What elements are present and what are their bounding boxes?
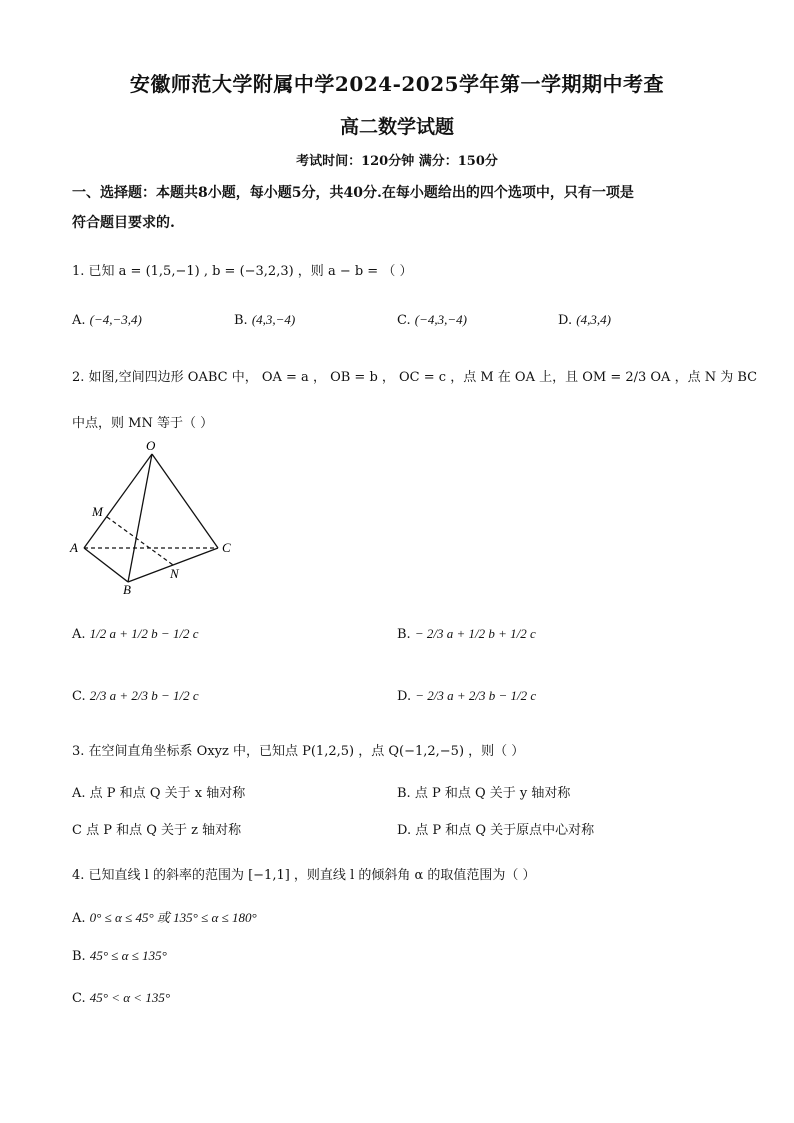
q3-option-a[interactable] [72,782,245,801]
paper-subtitle: 高二数学试题 [339,116,454,138]
option-text: (4,3,−4) [251,312,296,327]
option-label: B. [397,627,411,642]
edge-oa [84,454,152,548]
q1-option-d[interactable] [558,312,611,328]
option-text: 点 P 和点 Q 关于 z 轴对称 [86,823,242,838]
label-m: M [92,504,103,519]
q2-option-b[interactable] [397,626,536,642]
q3-option-b[interactable] [397,782,570,801]
option-text: (4,3,4) [576,312,611,327]
q3-option-c[interactable] [72,819,241,838]
option-text: 点 P 和点 Q 关于 y 轴对称 [414,786,571,801]
question-3-stem: 3. 在空间直角坐标系 Oxyz 中，已知点 P(1,2,5) ，点 Q(−1,2,−5) ，则（ ） [72,744,525,759]
option-text: (−4,3,−4) [414,312,467,327]
option-text: 点 P 和点 Q 关于原点中心对称 [415,823,595,838]
label-a: A [70,540,78,555]
option-label: C [72,823,82,838]
tetrahedron-figure [68,432,238,597]
option-label: A. [72,627,86,642]
question-4-stem: 4. 已知直线 l 的斜率的范围为 [−1,1] ，则直线 l 的倾斜角 α 的取值范围为（ ） [72,868,536,883]
section-heading: 一、选择题：本题共8小题，每小题5分，共40分.在每小题给出的四个选项中，只有一项是 [72,185,634,201]
option-label: B. [72,949,86,964]
option-text: − 2/3 a + 1/2 b + 1/2 c [414,626,536,641]
option-text: 45° ≤ α ≤ 135° [89,948,167,963]
label-b: B [123,582,131,597]
label-o: O [146,438,156,453]
option-text: 0° ≤ α ≤ 45° 或 135° ≤ α ≤ 180° [89,910,257,925]
option-text: (−4,−3,4) [89,312,142,327]
q2-option-a[interactable] [72,626,199,642]
question-1-stem: 1. 已知 a = (1,5,−1) , b = (−3,2,3) ，则 a − b = （ ） [72,264,413,279]
q4-option-a[interactable] [72,907,257,926]
edge-oc [152,454,218,548]
question-2-stem: 2. 如图,空间四边形 OABC 中， OA = a ， OB = b ， OC = c ，点 M 在 OA 上，且 OM = 2/3 OA ，点 N 为 BC [72,370,758,385]
option-label: B. [234,313,248,328]
q2-option-c[interactable] [72,688,199,704]
edge-ab [84,548,128,582]
q1-option-b[interactable] [234,312,295,328]
option-text: 1/2 a + 1/2 b − 1/2 c [89,626,199,641]
q3-option-d[interactable] [397,819,594,838]
label-c: C [222,540,231,555]
q1-option-a[interactable] [72,312,142,328]
q4-option-b[interactable] [72,948,167,964]
section-heading-cont: 符合题目要求的. [72,215,175,231]
option-label: D. [558,313,573,328]
edge-ob [128,454,152,582]
option-label: D. [397,823,412,838]
option-label: A. [72,786,86,801]
option-label: C. [72,689,86,704]
paper-title: 安徽师范大学附属中学2024-2025学年第一学期期中考查 [129,72,665,96]
label-n: N [170,566,179,581]
option-label: C. [72,991,86,1006]
option-label: C. [397,313,411,328]
option-text: 45° < α < 135° [89,990,171,1005]
option-text: 点 P 和点 Q 关于 x 轴对称 [89,786,246,801]
option-text: − 2/3 a + 2/3 b − 1/2 c [415,688,537,703]
q1-option-c[interactable] [397,312,467,328]
q2-option-d[interactable] [397,688,536,704]
option-label: A. [72,911,86,926]
option-label: A. [72,313,86,328]
exam-info: 考试时间：120分钟 满分：150分 [296,154,498,169]
option-label: B. [397,786,411,801]
option-text: 2/3 a + 2/3 b − 1/2 c [89,688,199,703]
option-label: D. [397,689,412,704]
segment-mn [107,517,173,565]
question-2-stem-cont: 中点，则 MN 等于（ ） [72,416,214,431]
q4-option-c[interactable] [72,990,170,1006]
